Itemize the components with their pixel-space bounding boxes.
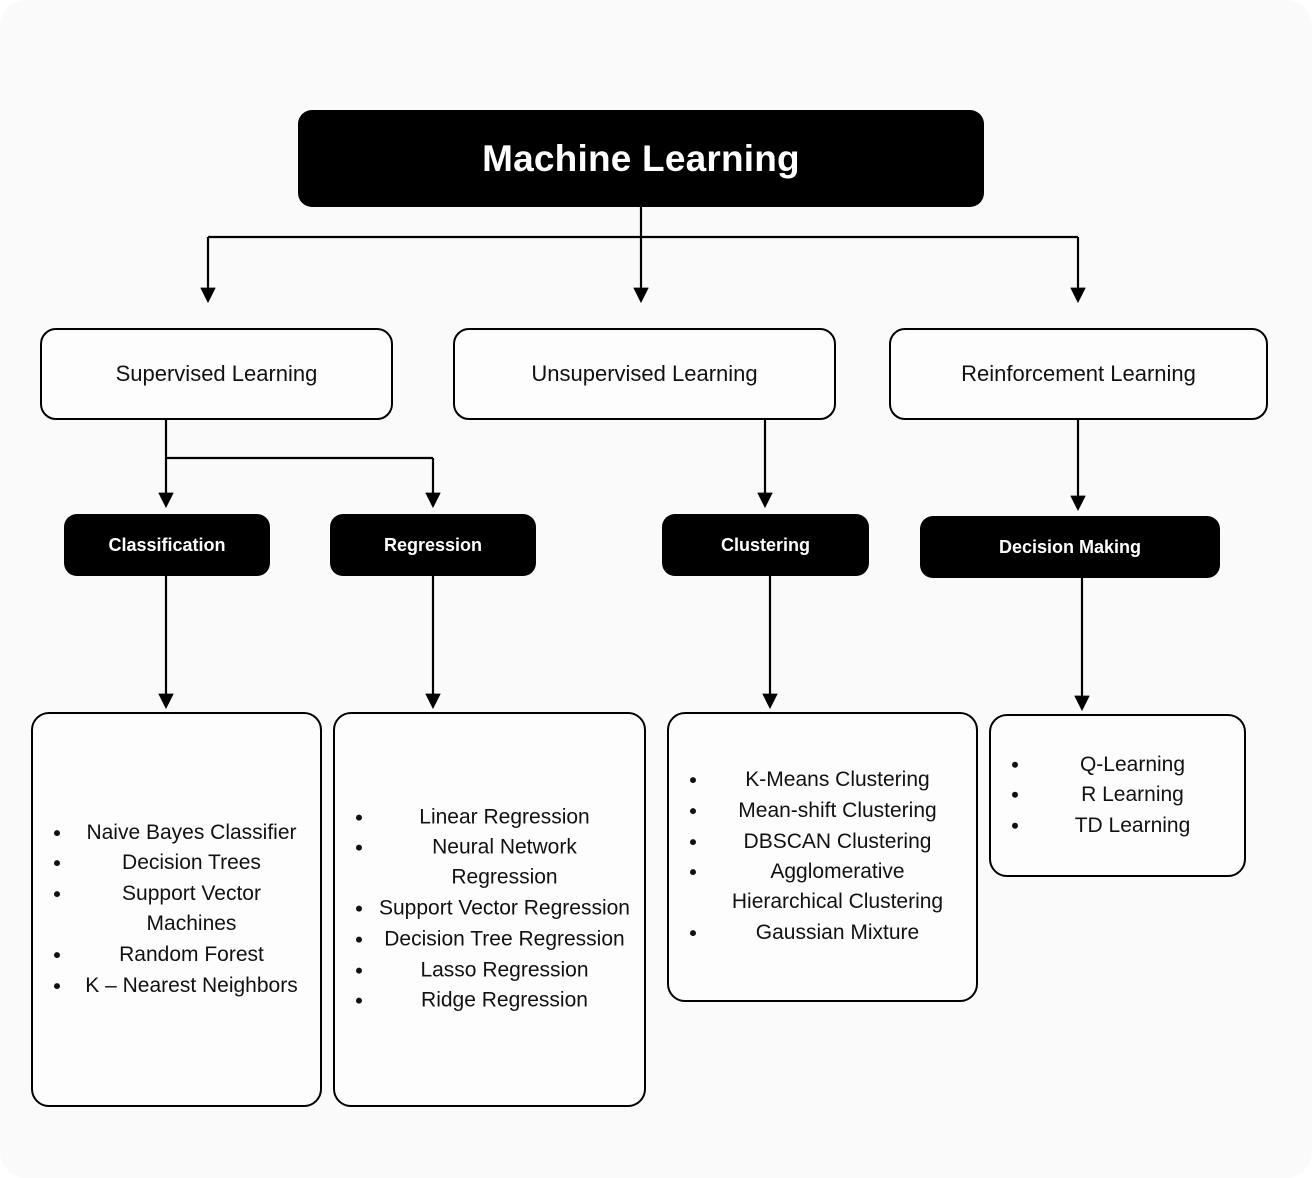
node-clustering-label: Clustering — [720, 534, 810, 555]
node-reinforcement-learning-label: Reinforcement Learning — [961, 361, 1196, 386]
node-clustering[interactable] — [662, 514, 869, 576]
list-item: • Ridge Regression — [375, 986, 630, 1016]
list-item: • R Learning — [1031, 780, 1230, 810]
node-supervised-learning-label: Supervised Learning — [115, 361, 318, 386]
node-machine-learning-label: Machine Learning — [482, 137, 800, 179]
node-unsupervised-learning-label: Unsupervised Learning — [531, 361, 758, 386]
node-decision-making-label: Decision Making — [998, 536, 1142, 557]
list-item: • Q-Learning — [1031, 749, 1230, 779]
list-item: • Linear Regression — [375, 802, 630, 832]
list-item: • Mean-shift Clustering — [709, 796, 962, 826]
list-clustering-algorithms[interactable] — [667, 712, 978, 1002]
node-unsupervised-learning[interactable] — [453, 328, 836, 420]
list-item: • Neural Network Regression — [375, 833, 630, 893]
list-decision-making-algorithms[interactable] — [989, 714, 1246, 877]
node-reinforcement-learning[interactable] — [889, 328, 1268, 420]
list-item: • Support Vector Machines — [73, 879, 306, 939]
node-supervised-learning[interactable] — [40, 328, 393, 420]
list-item: • Lasso Regression — [375, 955, 630, 985]
list-item: • Random Forest — [73, 940, 306, 970]
list-classification-algorithms[interactable] — [31, 712, 322, 1107]
list-item: • Gaussian Mixture — [709, 918, 962, 948]
list-item: • Naive Bayes Classifier — [73, 818, 306, 848]
classification-algorithm-list — [33, 818, 320, 1001]
list-regression-algorithms[interactable] — [333, 712, 646, 1107]
list-item: • Support Vector Regression — [375, 894, 630, 924]
list-item: • Decision Tree Regression — [375, 924, 630, 954]
node-decision-making[interactable] — [920, 516, 1220, 578]
decision-making-algorithm-list — [991, 749, 1244, 840]
clustering-algorithm-list — [669, 765, 976, 948]
list-item: • Agglomerative Hierarchical Clustering — [709, 858, 962, 918]
node-machine-learning[interactable] — [298, 110, 984, 207]
list-item: • K-Means Clustering — [709, 765, 962, 795]
list-item: • K – Nearest Neighbors — [73, 971, 306, 1001]
regression-algorithm-list — [335, 802, 644, 1016]
list-item: • DBSCAN Clustering — [709, 827, 962, 857]
node-regression[interactable] — [330, 514, 536, 576]
node-regression-label: Regression — [383, 534, 483, 555]
list-item: • Decision Trees — [73, 848, 306, 878]
list-item: • TD Learning — [1031, 811, 1230, 841]
node-classification[interactable] — [64, 514, 270, 576]
node-classification-label: Classification — [108, 534, 226, 555]
